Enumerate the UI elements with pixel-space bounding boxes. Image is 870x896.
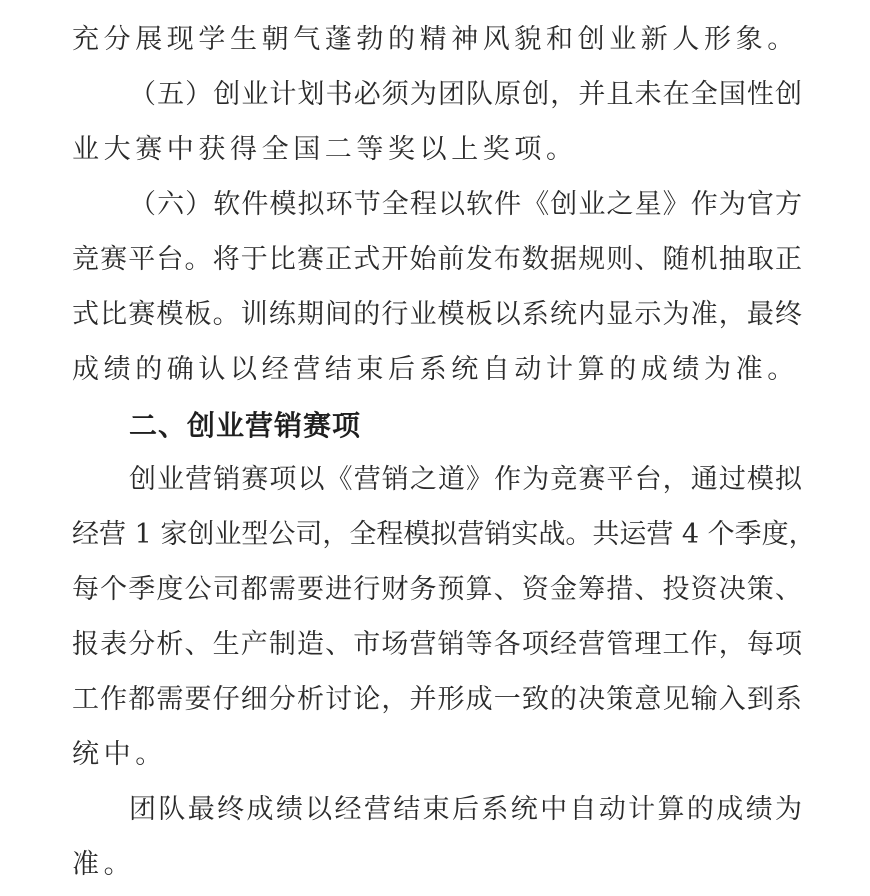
paragraph-line: 创业营销赛项以《营销之道》作为竞赛平台，通过模拟	[129, 464, 802, 495]
paragraph-line: 充分展现学生朝气蓬勃的精神风貌和创业新人形象。	[72, 24, 799, 55]
paragraph-line: 式比赛模板。训练期间的行业模板以系统内显示为准，最终	[72, 299, 802, 330]
paragraph-line: 竞赛平台。将于比赛正式开始前发布数据规则、随机抽取正	[72, 244, 802, 275]
paragraph-line: 报表分析、生产制造、市场营销等各项经营管理工作，每项	[72, 629, 802, 660]
paragraph-line: 业大赛中获得全国二等奖以上奖项。	[72, 134, 578, 165]
paragraph-line: 工作都需要仔细分析讨论，并形成一致的决策意见输入到系	[72, 684, 802, 715]
paragraph-line: （六）软件模拟环节全程以软件《创业之星》作为官方	[129, 189, 802, 220]
section-heading: 二、创业营销赛项	[129, 409, 362, 442]
paragraph-line: 团队最终成绩以经营结束后系统中自动计算的成绩为	[129, 794, 802, 825]
paragraph-line: 准。	[72, 849, 136, 880]
paragraph-line: 经营 1 家创业型公司，全程模拟营销实战。共运营 4 个季度，	[72, 519, 816, 550]
paragraph-line: 成绩的确认以经营结束后系统自动计算的成绩为准。	[72, 354, 799, 385]
paragraph-line: （五）创业计划书必须为团队原创，并且未在全国性创	[129, 79, 802, 110]
paragraph-line: 统中。	[72, 739, 167, 770]
paragraph-line: 每个季度公司都需要进行财务预算、资金筹措、投资决策、	[72, 574, 802, 605]
